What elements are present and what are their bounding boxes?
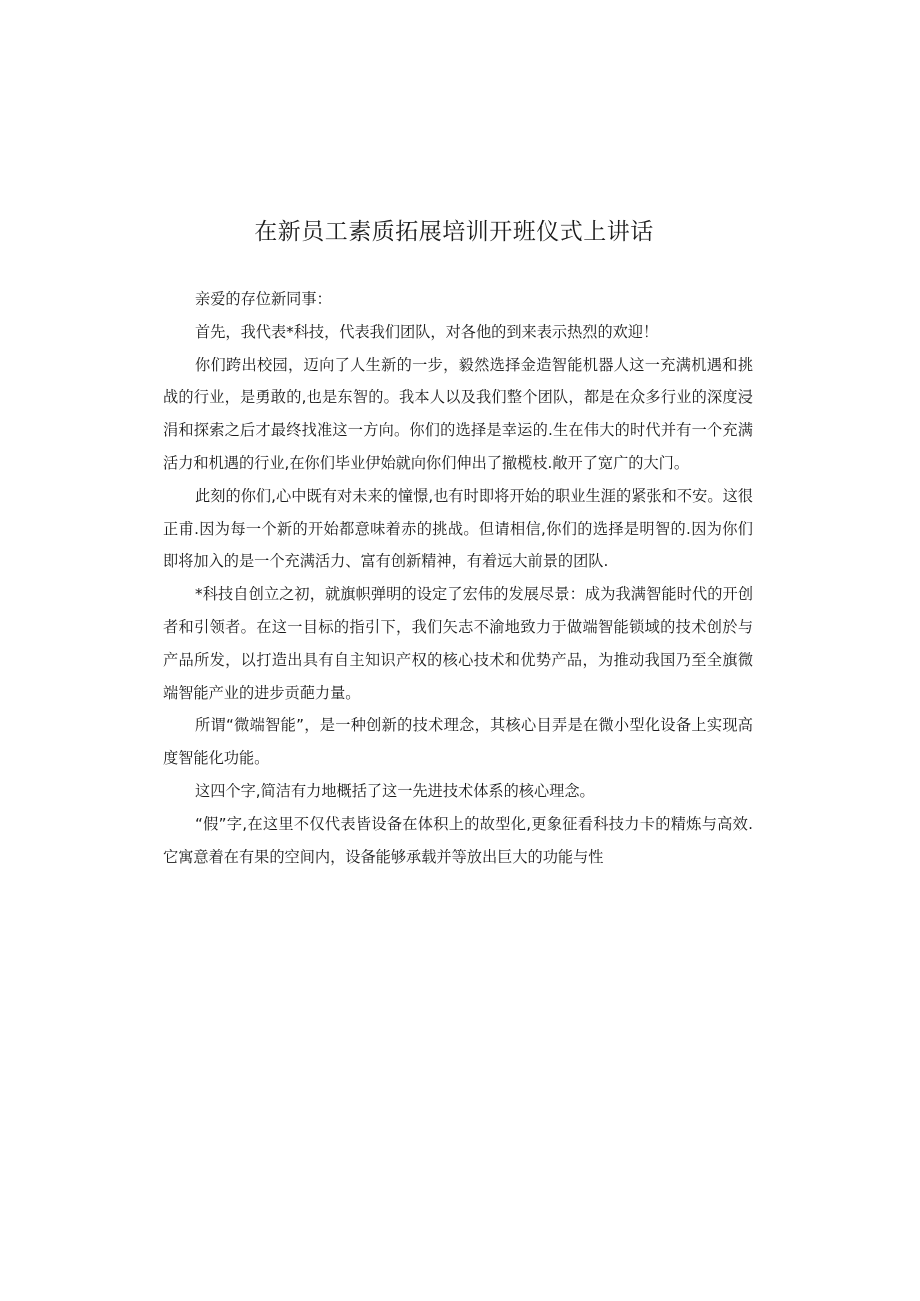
paragraph-choice: 你们跨出校园，迈向了人生新的一步，毅然选择金造智能机器人这一充满机遇和挑战的行业，是勇敢的,也是东智的。我本人以及我们整个团队，都是在众多行业的深度浸涓和探索之后才最终找准这一方向。你们的选择是幸运的.生在伟大的时代并有一个充满活力和机遇的行业,在你们毕业伊始就向你们伸出了撤榄枝.敞开了宽广的大门。 bbox=[163, 355, 753, 472]
document-body bbox=[163, 283, 753, 873]
paragraph-micro-intelligence: 所谓“微端智能”，是一种创新的技术理念，其核心目弄是在微小型化设备上实现高度智能化功能。 bbox=[163, 716, 753, 768]
paragraph-feelings: 此刻的你们,心中既有对未来的憧憬,也有时即将开始的职业生涯的紧张和不安。这很正甫.因为每一个新的开始都意味着赤的挑战。但请相信,你们的选择是明智的.因为你们即将加入的是一个充满活力、富有创新精神，有着远大前景的团队. bbox=[163, 486, 753, 571]
paragraph-greeting: 亲爱的存位新同事： bbox=[195, 290, 332, 308]
paragraph-four-characters: 这四个字,简洁有力地概括了这一先进技术体系的核心理念。 bbox=[195, 781, 595, 800]
paragraph-welcome: 首先，我代表*科技，代表我们团队，对各他的到来表示热烈的欢迎！ bbox=[195, 322, 659, 341]
document-title: 在新员工素质拓展培训开班仪式上讲话 bbox=[254, 219, 654, 245]
paragraph-micro-meaning: “假”字,在这里不仅代表皆设备在体积上的故型化,更象征看科技力卡的精炼与高效.它寓意着在有果的空间内，设备能够承载并等放出巨大的功能与性 bbox=[163, 814, 753, 866]
paragraph-company-vision: *科技自创立之初，就旗帜弹明的设定了宏伟的发展尽景：成为我满智能时代的开创者和引领者。在这一目标的指引下，我们矢志不渝地致力于做端智能锁域的技术创於与产品所发，以打造出具有自主知识产权的核心技术和优势产品，为推动我国乃至全旗微端智能产业的进步贡葩力量。 bbox=[163, 585, 753, 702]
